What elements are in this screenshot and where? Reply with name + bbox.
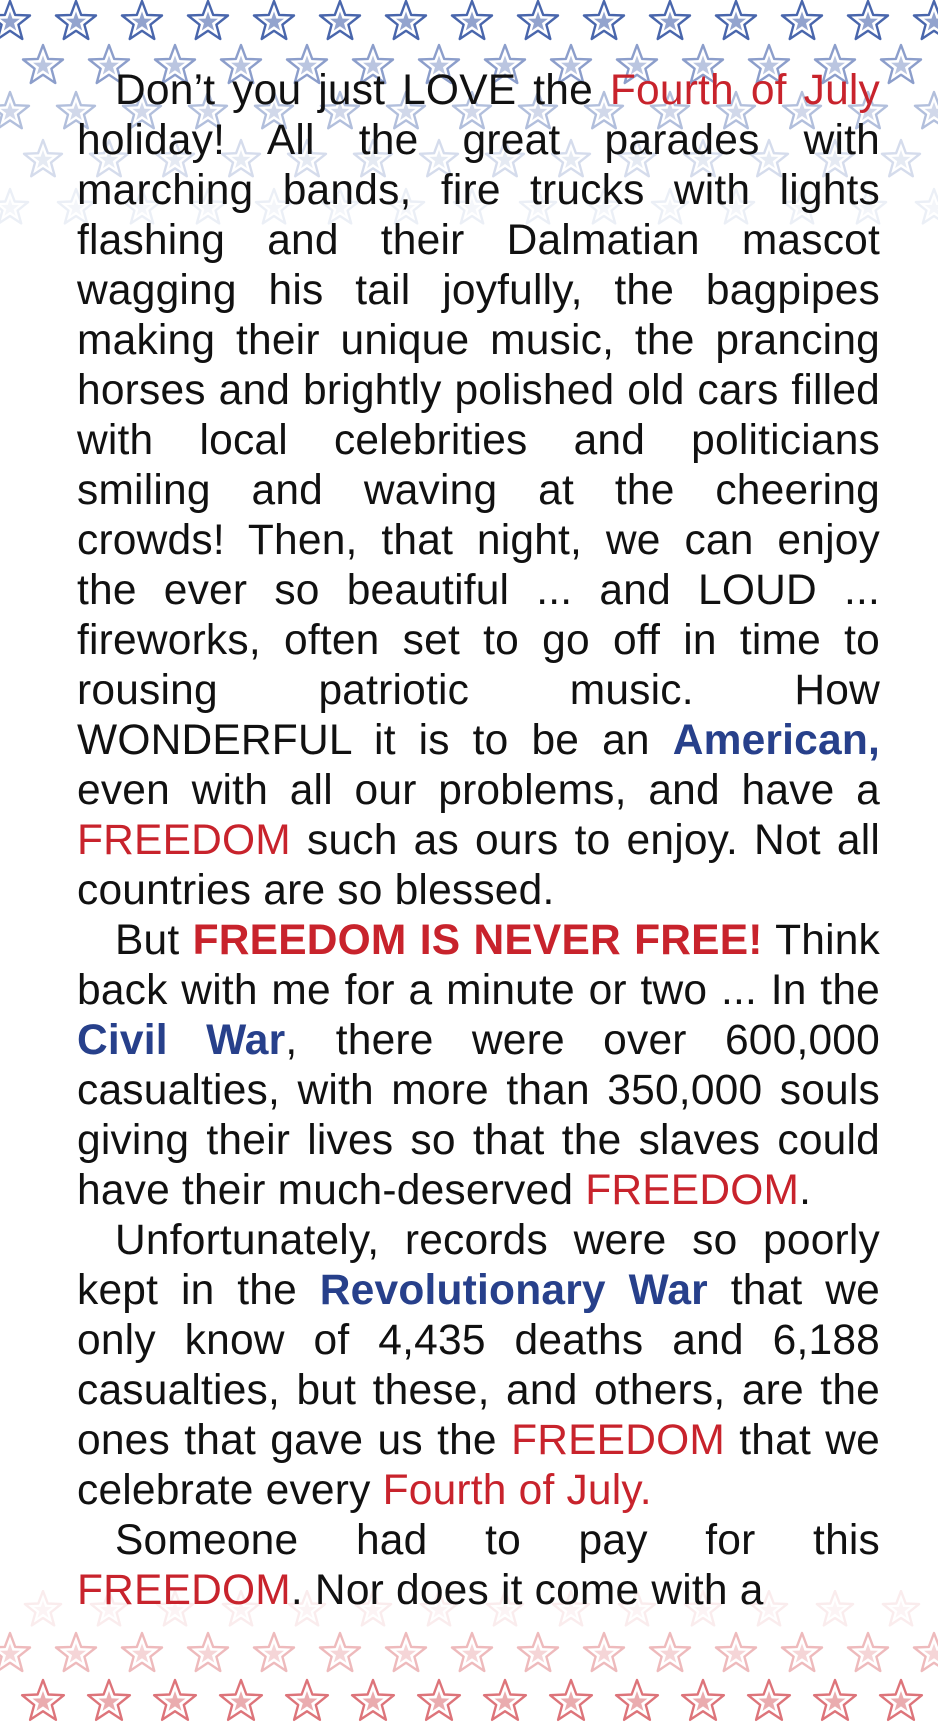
text-run: even with all our problems, and have a [77, 767, 880, 814]
highlight-red: FREEDOM [77, 817, 291, 864]
text-run: that we only know of 4,435 deaths and 6,188 casualties, but these, and others, are the ones that gave us the [77, 1267, 880, 1464]
paragraph-3 [77, 1216, 880, 1516]
text-run: Don’t you just LOVE the [115, 67, 610, 114]
text-run: such as ours to enjoy. Not all countries are so blessed. [77, 817, 880, 914]
text-run: Think back with me for a minute or two ... In the [77, 917, 880, 1014]
highlight-blue: Revolutionary War [319, 1267, 708, 1314]
paragraph-4 [77, 1516, 880, 1616]
article-body [77, 66, 880, 1616]
text-run: , there were over 600,000 casualties, with more than 350,000 souls giving their lives so that the slaves could have their much-deserved [77, 1017, 880, 1214]
highlight-red: Fourth of July. [382, 1467, 652, 1514]
paragraph-2 [77, 916, 880, 1216]
text-run: But [115, 917, 193, 964]
highlight-blue: American, [672, 717, 880, 764]
text-run: that we celebrate every [77, 1417, 880, 1514]
highlight-red: FREEDOM [511, 1417, 725, 1464]
highlight-blue: Civil War [77, 1017, 286, 1064]
highlight-red: Fourth of July [609, 67, 880, 114]
text-run: Unfortunately, records were so poorly kept in the [77, 1217, 880, 1314]
text-run: holiday! All the great parades with marching bands, fire trucks with lights flashing and their Dalmatian mascot wagging his tail joyfully, the bagpipes making their unique music, the prancing horses and brightly polished old cars filled with local celebrities and politicians smiling and waving at the cheering crowds! Then, that night, we can enjoy the ever so beautiful ... and LOUD ... fireworks, often set to go off in time to rousing patriotic music. How WONDERFUL it is to be an [77, 117, 880, 764]
paragraph-1 [77, 66, 880, 916]
highlight-red: FREEDOM [77, 1567, 291, 1614]
text-run: . [799, 1167, 812, 1214]
highlight-red: FREEDOM [585, 1167, 800, 1214]
text-run: . Nor does it come with a [290, 1567, 764, 1614]
text-run: Someone had to pay for this [115, 1517, 880, 1564]
highlight-red-bold: FREEDOM IS NEVER FREE! [192, 917, 763, 964]
